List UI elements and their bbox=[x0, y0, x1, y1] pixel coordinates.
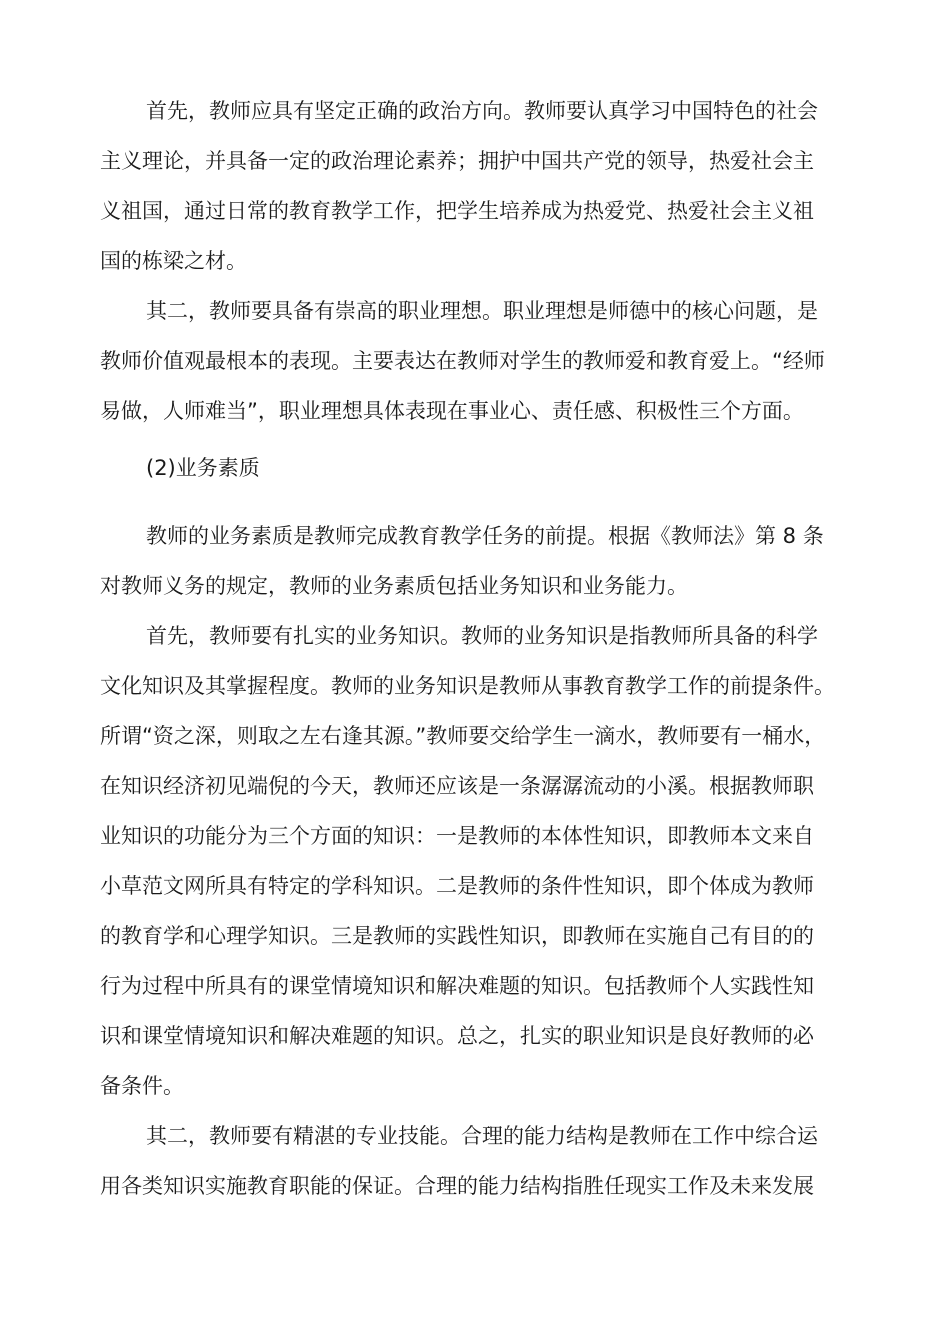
text-line: 教师的业务素质是教师完成教育教学任务的前提。根据《教师法》第 8 条 bbox=[146, 524, 824, 548]
text-line: 其二，教师要有精湛的专业技能。合理的能力结构是教师在工作中综合运 bbox=[146, 1124, 818, 1148]
text-line: 识和课堂情境知识和解决难题的知识。总之，扎实的职业知识是良好教师的必 bbox=[100, 1024, 814, 1048]
text-line: 教师价值观最根本的表现。主要表达在教师对学生的教师爱和教育爱上。“经师 bbox=[100, 349, 825, 373]
text-line: 的教育学和心理学知识。三是教师的实践性知识，即教师在实施自己有目的的 bbox=[100, 924, 814, 948]
text-line: 其二，教师要具备有崇高的职业理想。职业理想是师德中的核心问题，是 bbox=[146, 299, 818, 323]
text-line: 文化知识及其掌握程度。教师的业务知识是教师从事教育教学工作的前提条件。 bbox=[100, 674, 835, 698]
text-line: 行为过程中所具有的课堂情境知识和解决难题的知识。包括教师个人实践性知 bbox=[100, 974, 814, 998]
text-line: 易做，人师难当”，职业理想具体表现在事业心、责任感、积极性三个方面。 bbox=[100, 399, 804, 423]
text-line: 首先，教师要有扎实的业务知识。教师的业务知识是指教师所具备的科学 bbox=[146, 624, 818, 648]
text-line: 主义理论，并具备一定的政治理论素养；拥护中国共产党的领导，热爱社会主 bbox=[100, 149, 814, 173]
text-line: 小草范文网所具有特定的学科知识。二是教师的条件性知识，即个体成为教师 bbox=[100, 874, 814, 898]
text-line: 在知识经济初见端倪的今天，教师还应该是一条潺潺流动的小溪。根据教师职 bbox=[100, 774, 814, 798]
text-line: 用各类知识实施教育职能的保证。合理的能力结构指胜任现实工作及未来发展 bbox=[100, 1174, 814, 1198]
section-heading: (2)业务素质 bbox=[146, 456, 260, 480]
text-line: 备条件。 bbox=[100, 1074, 184, 1098]
text-line: 所谓“资之深，则取之左右逢其源。”教师要交给学生一滴水，教师要有一桶水， bbox=[100, 724, 826, 748]
text-line: 业知识的功能分为三个方面的知识：一是教师的本体性知识，即教师本文来自 bbox=[100, 824, 814, 848]
text-line: 义祖国，通过日常的教育教学工作，把学生培养成为热爱党、热爱社会主义祖 bbox=[100, 199, 814, 223]
text-line: 对教师义务的规定，教师的业务素质包括业务知识和业务能力。 bbox=[100, 574, 688, 598]
text-line: 国的栋梁之材。 bbox=[100, 249, 247, 273]
text-line: 首先，教师应具有坚定正确的政治方向。教师要认真学习中国特色的社会 bbox=[146, 99, 818, 123]
